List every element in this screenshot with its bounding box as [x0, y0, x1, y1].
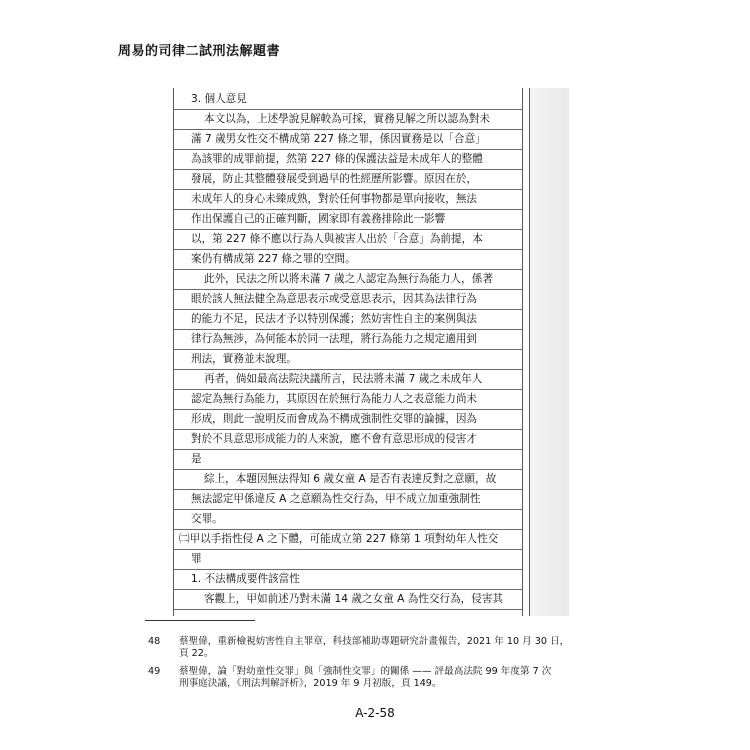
- answer-line-text: 本文以為，上述學說見解較為可採，實務見解之所以認為對未: [204, 113, 491, 125]
- answer-line: [174, 310, 523, 330]
- answer-line-text: 再者，倘如最高法院決議所言，民法將未滿 7 歲之未成年人: [204, 373, 483, 385]
- answer-line-text: 形成，則此一說明反而會成為不構成強制性交罪的論據，因為: [191, 413, 478, 425]
- answer-line: [174, 90, 523, 110]
- answer-line-text: 滿 7 歲男女性交不構成第 227 條之罪，係因實務是以「合意」: [191, 133, 486, 145]
- answer-line: [174, 270, 523, 290]
- footnote-number: 48: [148, 636, 161, 647]
- running-header: 周易的司律二試刑法解題書: [118, 44, 281, 59]
- answer-line: [174, 550, 523, 570]
- answer-line-text: 以，第 227 條不應以行為人與被害人出於「合意」為前提，本: [191, 233, 483, 245]
- footnote-text: 蔡聖偉，論「對幼童性交罪」與「強制性交罪」的關係 —— 評最高法院 99 年度第 7 次 刑事庭決議，《刑法判解評析》，2019 年 9 月初版，頁 149。: [179, 666, 552, 689]
- answer-line-text: 無法認定甲係違反 A 之意願為性交行為，甲不成立加重強制性: [191, 493, 481, 505]
- answer-line-text: 律行為無涉，為何能本於同一法理，將行為能力之規定適用到: [191, 333, 478, 345]
- answer-line: [174, 210, 523, 230]
- answer-line: [174, 470, 523, 490]
- answer-line-text: 是: [191, 453, 202, 465]
- answer-line: [174, 530, 523, 550]
- answer-line-text: 案仍有構成第 227 條之罪的空間。: [191, 253, 356, 265]
- answer-line: [174, 390, 523, 410]
- answer-line: [174, 250, 523, 270]
- answer-line: [174, 590, 523, 610]
- answer-line: [174, 490, 523, 510]
- answer-line: [174, 190, 523, 210]
- answer-line: [174, 370, 523, 390]
- answer-line: [174, 570, 523, 590]
- answer-line-text: 未成年人的身心未臻成熟，對於任何事物都是單向接收，無法: [191, 193, 478, 205]
- answer-line-text: 眼於該人無法健全為意思表示或受意思表示，因其為法律行為: [191, 293, 478, 305]
- answer-line-text: 1. 不法構成要件該當性: [191, 573, 300, 585]
- answer-line-text: 認定為無行為能力，其原因在於無行為能力人之表意能力尚未: [191, 393, 478, 405]
- page-number: A-2-58: [355, 706, 395, 720]
- answer-line: [174, 150, 523, 170]
- answer-line: [174, 170, 523, 190]
- answer-line: [174, 130, 523, 150]
- answer-line-text: 交罪。: [191, 513, 223, 525]
- answer-line-text: 作出保護自己的正確判斷，國家即有義務排除此一影響: [191, 213, 446, 225]
- answer-line-text: 綜上，本題因無法得知 6 歲女童 A 是否有表達反對之意願，故: [204, 473, 497, 485]
- footnote-text: 蔡聖偉，重新檢視妨害性自主罪章，科技部補助專題研究計畫報告，2021 年 10 月 30 日， 頁 22。: [179, 636, 570, 659]
- answer-line-text: 罪: [191, 553, 202, 565]
- answer-line-text: ㈡甲以手指性侵 A 之下體，可能成立第 227 條第 1 項對幼年人性交: [179, 533, 499, 545]
- answer-line: [174, 450, 523, 470]
- answer-line: [174, 350, 523, 370]
- answer-line-text: 為該罪的成罪前提，然第 227 條的保護法益是未成年人的整體: [191, 153, 483, 165]
- answer-line: [174, 290, 523, 310]
- answer-line: [174, 330, 523, 350]
- answer-grid: [173, 88, 569, 616]
- answer-line: [174, 110, 523, 130]
- answer-line-text: 發展，防止其整體發展受到過早的性經歷所影響。原因在於，: [191, 173, 478, 185]
- answer-line-text: 的能力不足，民法才予以特別保護；然妨害性自主的案例與法: [191, 313, 478, 325]
- answer-line: [174, 430, 523, 450]
- answer-line-text: 刑法，實務並未說理。: [191, 353, 297, 365]
- footnote-rule: [145, 620, 255, 621]
- grid-margin-shade: [530, 88, 569, 616]
- answer-line: [174, 510, 523, 530]
- answer-line-text: 對於不具意思形成能力的人來說，應不會有意思形成的侵害才: [191, 433, 478, 445]
- answer-line-text: 此外，民法之所以將未滿 7 歲之人認定為無行為能力人，係著: [204, 273, 493, 285]
- answer-line: [174, 230, 523, 250]
- answer-line: [174, 410, 523, 430]
- footnote-number: 49: [148, 666, 161, 677]
- answer-line-text: 3. 個人意見: [191, 93, 247, 105]
- answer-line-text: 客觀上，甲如前述乃對未滿 14 歲之女童 A 為性交行為，侵害其: [204, 593, 504, 605]
- grid-right-rule-outer: [529, 88, 530, 616]
